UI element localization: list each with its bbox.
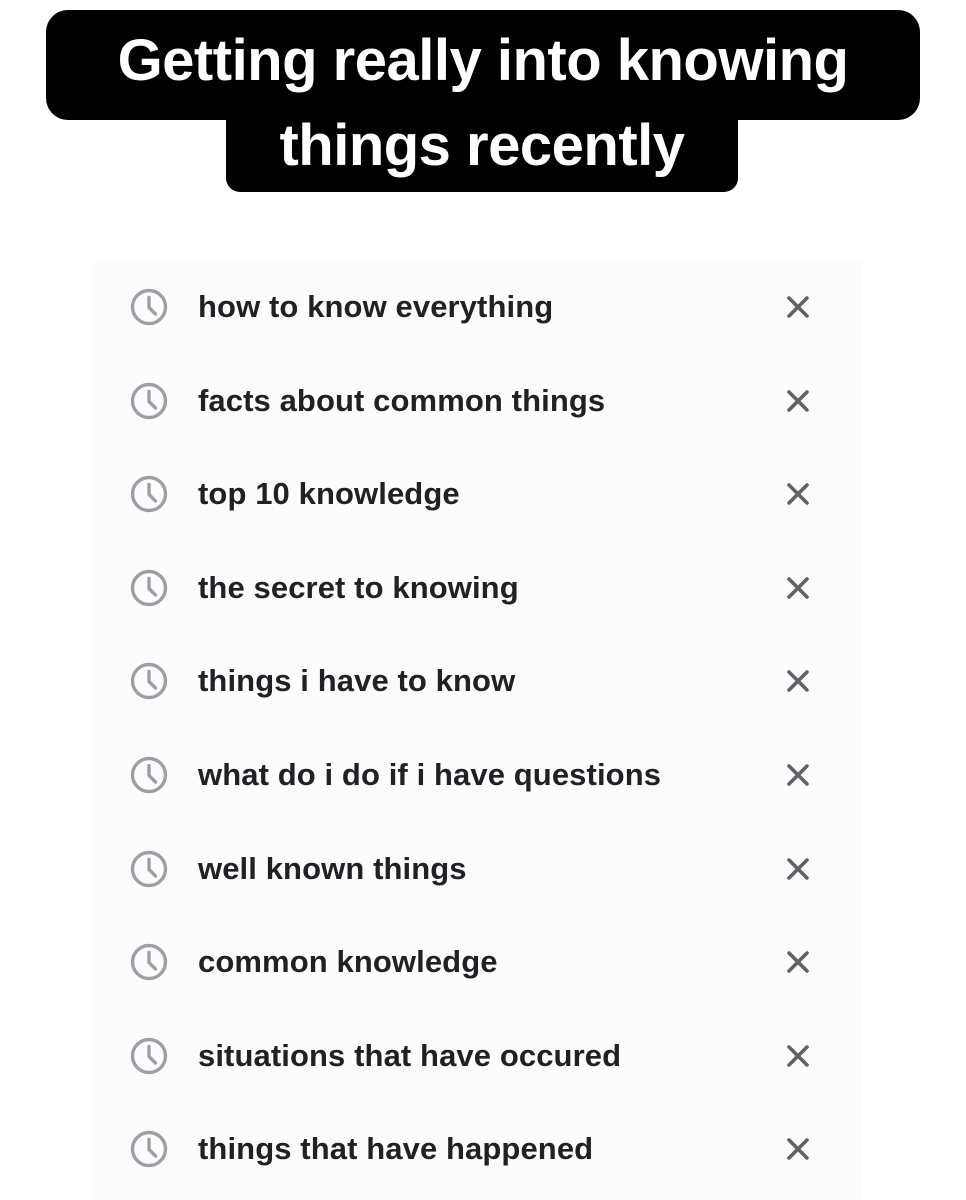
clock-icon — [129, 1129, 169, 1169]
clock-icon — [129, 381, 169, 421]
history-item-label: top 10 knowledge — [198, 476, 460, 512]
close-icon[interactable] — [780, 1038, 816, 1074]
history-item-label: things that have happened — [198, 1131, 594, 1167]
history-item[interactable] — [92, 354, 862, 448]
history-item-label: facts about common things — [198, 382, 606, 418]
history-item[interactable] — [92, 634, 862, 728]
history-item-label: the secret to knowing — [198, 569, 519, 605]
close-icon[interactable] — [780, 570, 816, 606]
meme-caption — [0, 0, 966, 200]
close-icon[interactable] — [780, 1131, 816, 1167]
close-icon[interactable] — [780, 663, 816, 699]
history-item[interactable] — [92, 915, 862, 1009]
history-item-label: well known things — [198, 850, 467, 886]
close-icon[interactable] — [780, 851, 816, 887]
caption-line-2: things recently — [226, 104, 738, 192]
clock-icon — [129, 568, 169, 608]
clock-icon — [129, 849, 169, 889]
history-item[interactable] — [92, 260, 862, 354]
close-icon[interactable] — [780, 476, 816, 512]
history-item[interactable] — [92, 728, 862, 822]
clock-icon — [129, 661, 169, 701]
caption-line-1: Getting really into knowing — [46, 10, 920, 120]
close-icon[interactable] — [780, 289, 816, 325]
history-item-label: things i have to know — [198, 663, 516, 699]
clock-icon — [129, 1036, 169, 1076]
history-item[interactable] — [92, 1102, 862, 1196]
clock-icon — [129, 287, 169, 327]
history-item[interactable] — [92, 822, 862, 916]
history-item[interactable] — [92, 541, 862, 635]
close-icon[interactable] — [780, 383, 816, 419]
history-item-label: how to know everything — [198, 289, 554, 324]
history-item[interactable] — [92, 1009, 862, 1103]
close-icon[interactable] — [780, 944, 816, 980]
clock-icon — [129, 942, 169, 982]
clock-icon — [129, 755, 169, 795]
history-item[interactable] — [92, 447, 862, 541]
history-item-label: situations that have occured — [198, 1037, 622, 1073]
history-item-label: what do i do if i have questions — [198, 757, 662, 792]
close-icon[interactable] — [780, 757, 816, 793]
history-item-label: common knowledge — [198, 944, 498, 980]
clock-icon — [129, 474, 169, 514]
